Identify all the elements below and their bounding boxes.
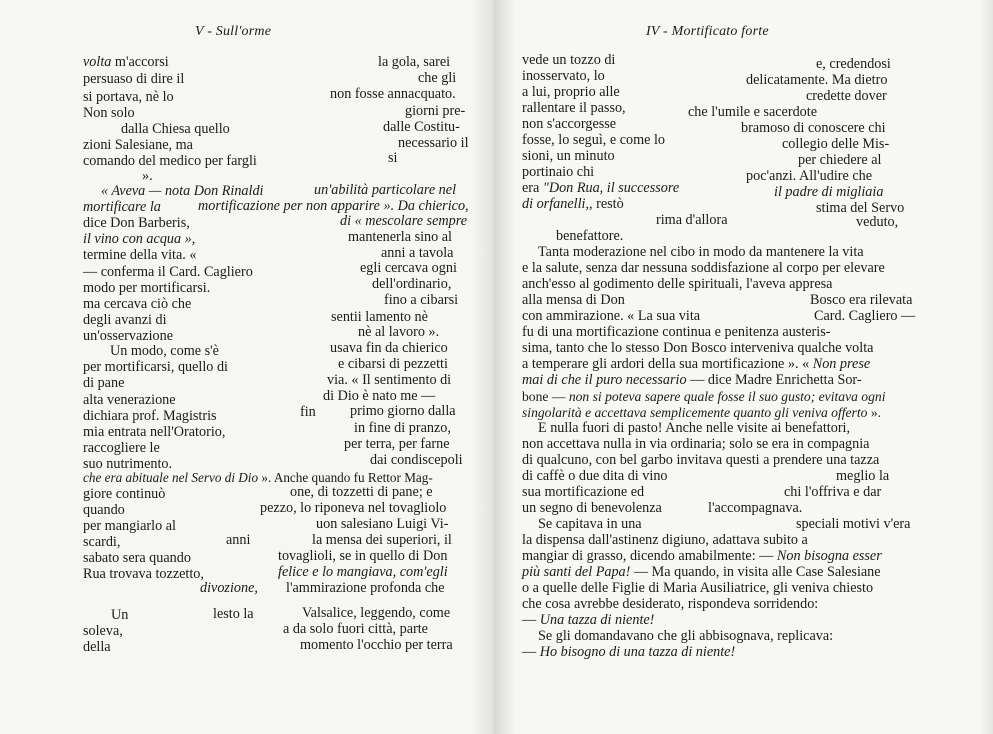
text-line: vede un tozzo di [522,52,616,68]
text-line: E nulla fuori di pasto! Anche nelle visite ai benefattori, [538,420,851,436]
text-line: mia entrata nell'Oratorio, [83,424,226,440]
text-line: sentii lamento nè [331,309,428,325]
text-line: persuaso di dire il [83,71,185,87]
page-edge-shadow [979,0,993,734]
text-line: scardi, [83,534,121,550]
text-line: di qualcuno, con bel garbo invitava questi a prendere una tazza [522,452,880,468]
text-line: giorni pre- [405,103,466,119]
text-line: e la salute, senza dar nessuna soddisfazione al corpo per elevare [522,260,885,276]
text-line: degli avanzi di [83,312,167,328]
text-line: — Una tazza di niente! [522,612,655,628]
text-line: comando del medico per fargli [83,153,257,169]
text-line: si [388,150,398,166]
text-line: dai condiscepoli [370,452,463,468]
text-line: dice Don Barberis, [83,215,190,231]
text-line: uon salesiano Luigi Vi- [316,516,449,532]
text-line: meglio la [836,468,890,484]
text-line: chi l'offriva e dar [784,484,882,500]
text-line: collegio delle Mis- [782,136,890,152]
text-line: nè al lavoro ». [358,324,440,340]
text-line: la gola, sarei [378,54,451,70]
text-line: l'accompagnava. [708,500,803,516]
text-line: tovaglioli, se in quello di Don [278,548,448,564]
text-line: Se gli domandavano che gli abbisognava, replicava: [538,628,834,644]
text-line: di orfanelli,, restò [522,196,624,212]
text-line: l'ammirazione profonda che [286,580,445,596]
text-line: momento l'occhio per terra [300,637,453,653]
text-line: sioni, un minuto [522,148,615,164]
text-line: alta venerazione [83,392,176,408]
text-line: Rua trovava tozzetto, [83,566,204,582]
text-line: dell'ordinario, [372,276,452,292]
text-line: un'abilità particolare nel [314,182,457,198]
text-line: che cosa avrebbe desiderato, rispondeva sorridendo: [522,596,819,612]
text-line: divozione, [200,580,258,596]
text-line: mantenerla sino al [348,229,453,245]
left-page [0,0,496,734]
text-line: stima del Servo [816,200,905,216]
text-line: che era abituale nel Servo di Dio ». Anche quando fu Rettor Mag- [83,470,433,485]
text-line: non s'accorgesse [522,116,617,132]
text-line: a temperare gli ardori della sua mortificazione ». « Non prese [522,356,871,372]
text-line: Un [111,607,129,623]
text-line: il padre di migliaia [774,184,884,200]
text-line: portinaio chi [522,164,595,180]
text-line: di « mescolare sempre [340,213,468,229]
text-line: era "Don Rua, il successore [522,180,680,196]
text-line: dichiara prof. Magistris [83,408,217,424]
right-page [496,0,993,734]
text-line: a da solo fuori città, parte [283,621,428,637]
text-line: per terra, per farne [344,436,450,452]
text-line: Tanta moderazione nel cibo in modo da mantenere la vita [538,244,864,260]
text-line: si portava, nè lo [83,89,174,105]
text-line: ». [142,168,153,184]
text-line: sua mortificazione ed [522,484,645,500]
text-line: sima, tanto che lo stesso Don Bosco interveniva qualche volta [522,340,874,356]
text-line: credette dover [806,88,887,104]
text-line: — Ho bisogno di una tazza di niente! [522,644,736,660]
running-head: IV - Mortificato forte [646,24,769,39]
text-line: per mangiarlo al [83,518,176,534]
text-line: soleva, [83,623,123,639]
text-line: e cibarsi di pezzetti [338,356,448,372]
text-line: egli cercava ogni [360,260,457,276]
book-gutter [470,0,516,734]
text-line: mai di che il puro necessario — dice Madre Enrichetta Sor- [522,372,862,388]
text-line: la dispensa dall'astinenz digiuno, adattava subito a [522,532,808,548]
text-line: termine della vita. « [83,247,197,263]
text-line: o a quelle delle Figlie di Maria Ausiliatrice, gli veniva chiesto [522,580,874,596]
text-line: raccogliere le [83,440,160,456]
text-line: mortificazione per non apparire ». Da chierico, [198,198,469,214]
text-line: giore continuò [83,486,166,502]
text-line: per mortificarsi, quello di [83,359,228,375]
text-line: veduto, [856,214,899,230]
text-line: in fine di pranzo, [354,420,451,436]
text-line: un'osservazione [83,328,174,344]
text-line: fu di una mortificazione continua e penitenza austeris- [522,324,831,340]
text-line: pezzo, lo riponeva nel tovagliolo [260,500,447,516]
text-line: anni a tavola [381,245,454,261]
text-line: quando [83,502,125,518]
text-line: anni [226,532,251,548]
text-line: volta m'accorsi [83,54,169,70]
text-line: mortificare la [83,199,161,215]
text-line: bone — non si poteva sapere quale fosse il suo gusto; evitava ogni [522,389,886,404]
text-line: inosservato, lo [522,68,605,84]
text-line: one, di tozzetti di pane; e [290,484,433,500]
text-line: via. « Il sentimento di [327,372,452,388]
text-line: rallentare il passo, [522,100,626,116]
text-line: la mensa dei superiori, il [312,532,452,548]
text-line: delicatamente. Ma dietro [746,72,888,88]
text-line: singolarità e accettava semplicemente quanto gli veniva offerto ». [522,405,882,420]
text-line: usava fin da chierico [330,340,448,356]
text-line: — conferma il Card. Cagliero [83,264,253,280]
text-line: un segno di benevolenza [522,500,662,516]
text-line: di caffè o due dita di vino [522,468,668,484]
text-line: sabato sera quando [83,550,191,566]
text-line: più santi del Papa! — Ma quando, in visita alle Case Salesiane [522,564,881,580]
text-line: di Dio è nato me — [323,388,436,404]
running-head: V - Sull'orme [195,24,272,39]
text-line: con ammirazione. « La sua vita [522,308,701,324]
text-line: Bosco era rilevata [810,292,913,308]
text-line: Non solo [83,105,135,121]
text-line: modo per mortificarsi. [83,280,211,296]
text-line: fin [300,404,316,420]
text-line: fino a cibarsi [384,292,459,308]
text-line: speciali motivi v'era [796,516,911,532]
text-line: il vino con acqua », [83,231,196,247]
text-line: bramoso di conoscere chi [741,120,886,136]
text-line: Un modo, come s'è [110,343,219,359]
text-line: Valsalice, leggendo, come [302,605,451,621]
text-line: poc'anzi. All'udire che [746,168,873,184]
text-line: non fosse annacquato. [330,86,456,102]
text-line: Card. Cagliero — [814,308,916,324]
text-line: dalle Costitu- [383,119,460,135]
text-line: zioni Salesiane, ma [83,137,193,153]
text-line: che l'umile e sacerdote [688,104,817,120]
text-line: fosse, lo seguì, e come lo [522,132,666,148]
text-line: di pane [83,375,125,391]
text-line: mangiar di grasso, dicendo amabilmente: — Non bisogna esser [522,548,882,564]
text-line: suo nutrimento. [83,456,173,472]
text-line: a lui, proprio alle [522,84,620,100]
text-line: ma cercava ciò che [83,296,192,312]
text-line: non accettava nulla in via ordinaria; solo se era in compagnia [522,436,870,452]
text-line: anch'esso al godimento delle spirituali, l'aveva appresa [522,276,833,292]
text-line: e, credendosi [816,56,891,72]
text-line: felice e lo mangiava, com'egli [278,564,448,580]
text-line: che gli [418,70,457,86]
text-line: necessario il [398,135,469,151]
text-line: rima d'allora [656,212,728,228]
text-line: della [83,639,111,655]
text-line: lesto la [213,606,254,622]
text-line: benefattore. [556,228,624,244]
text-line: dalla Chiesa quello [121,121,230,137]
text-line: per chiedere al [798,152,882,168]
text-line: primo giorno dalla [350,403,456,419]
text-line: Se capitava in una [538,516,642,532]
text-line: « Aveva — nota Don Rinaldi [101,183,264,199]
text-line: alla mensa di Don [522,292,625,308]
